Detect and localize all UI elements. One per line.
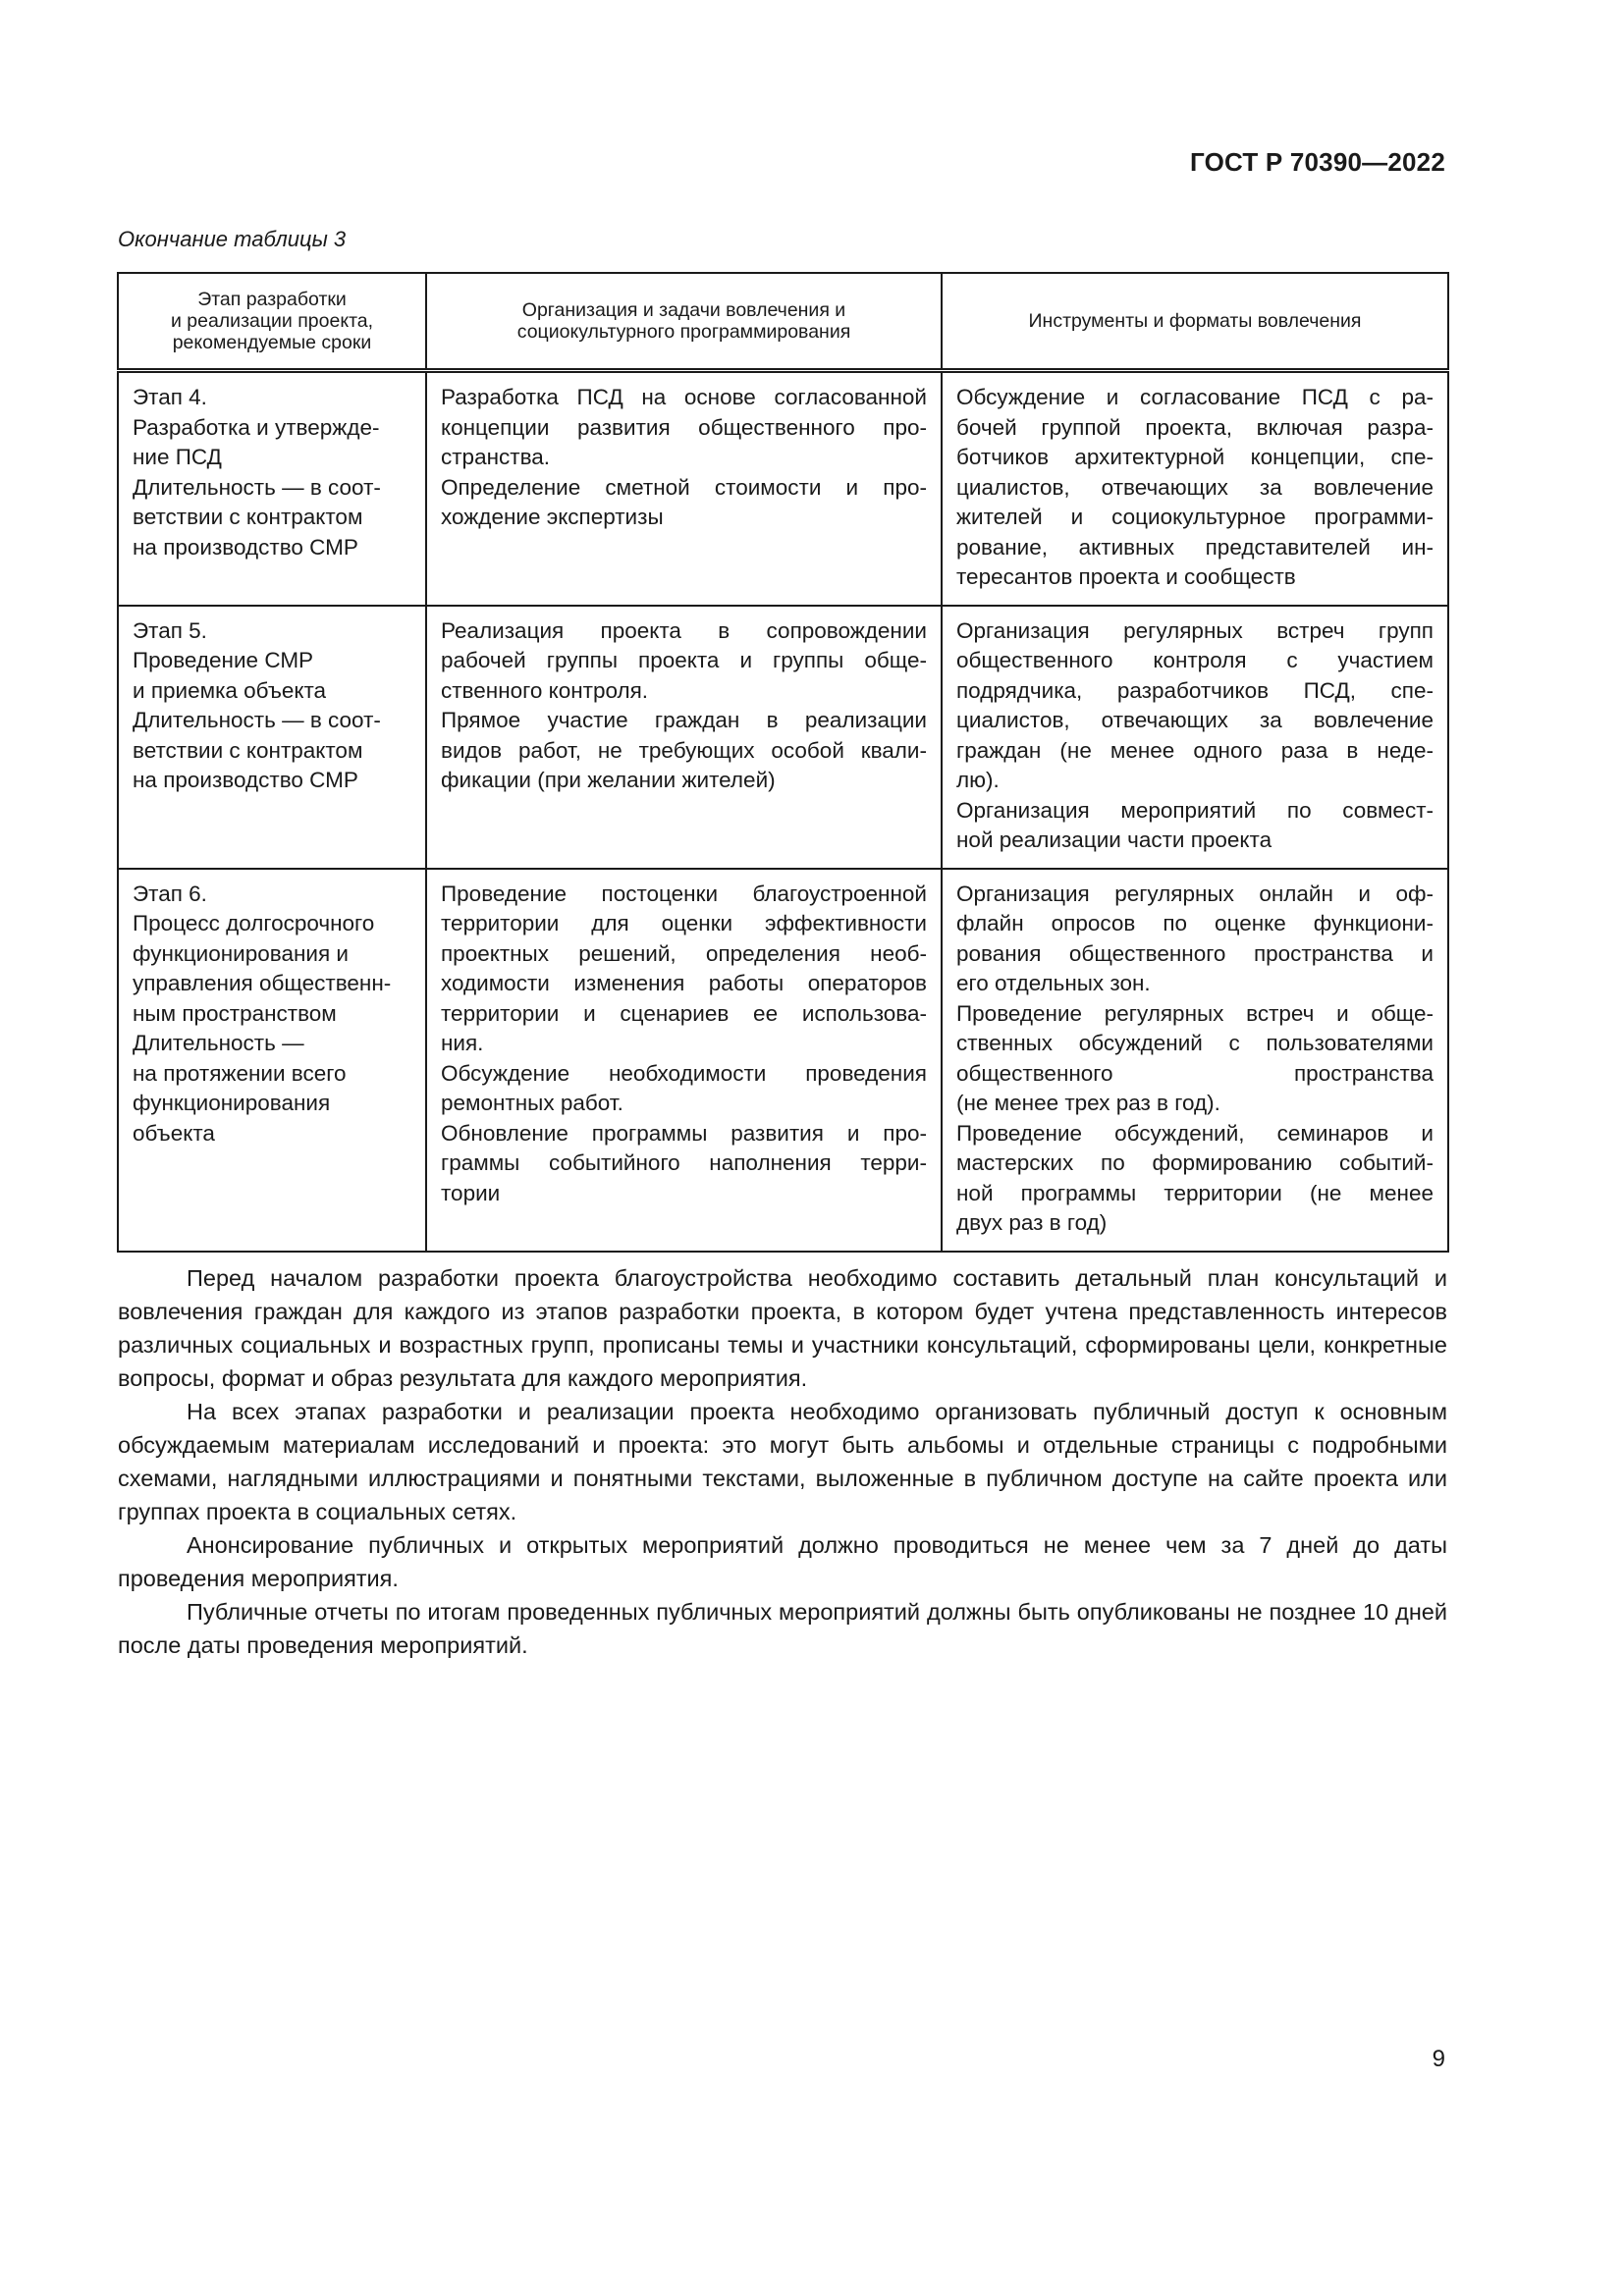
document-code: ГОСТ Р 70390—2022 — [1190, 147, 1445, 177]
cell-line: Процесс долгосрочного — [133, 911, 375, 935]
table-caption: Окончание таблицы 3 — [118, 227, 347, 251]
cell-line: странства. — [441, 445, 551, 469]
cell-line: объекта — [133, 1120, 215, 1146]
header-line: рекомендуемые сроки — [172, 332, 372, 353]
cell-line: Этап 6. — [133, 881, 207, 906]
paragraph: Перед началом разработки проекта благоустройства необходимо составить детальный план консультаций и вовлечения граждан для каждого из этапов разработки проекта, в котором будет учтена представленность интересов различных социальных и возрастных групп, прописаны темы и участники консультаций, сформированы цели, конкретные вопросы, формат и образ результата для каждого мероприятия. — [118, 1265, 1447, 1391]
cell-line: и приемка объекта — [133, 677, 327, 703]
cell-line: Разработка ПСД на основе согласованной — [441, 385, 927, 409]
cell-line: ремонтных работ. — [441, 1091, 623, 1115]
cell-line: общественного контроля с участием — [956, 648, 1434, 672]
cell-line: Реализация проекта в сопровождении — [441, 617, 927, 643]
cell-line: Проведение обсуждений, семинаров и — [956, 1120, 1434, 1146]
cell-line: Организация регулярных онлайн и оф- — [956, 881, 1434, 906]
cell-line: территории и сценариев ее использова- — [441, 1000, 927, 1026]
cell-line: (не менее трех раз в год). — [956, 1091, 1220, 1115]
paragraph: На всех этапах разработки и реализации проекта необходимо организовать публичный доступ к основным обсуждаемым материалам исследований и проекта: это могут быть альбомы и отдельные страницы с подробными схемами, наглядными иллюстрациями и понятными текстами, выложенные в публичном доступе на сайте проекта или группах проекта в социальных сетях. — [118, 1399, 1447, 1524]
cell-line: Длительность — в соот- — [133, 708, 381, 732]
engagement-table — [117, 272, 1449, 1253]
cell-line: Прямое участие граждан в реализации — [441, 708, 927, 732]
header-line: Этап разработки — [197, 289, 347, 310]
cell-line: управления общественн- — [133, 971, 392, 995]
cell-line: концепции развития общественного про- — [441, 414, 927, 440]
cell-line: на производство СМР — [133, 768, 358, 792]
cell-line: Проведение СМР — [133, 648, 314, 672]
table-row — [118, 606, 1448, 869]
cell-line: циалистов, отвечающих за вовлечение — [956, 708, 1434, 732]
cell-line: ходимости изменения работы операторов — [441, 971, 927, 995]
cell-stage — [118, 371, 426, 606]
cell-tasks — [426, 869, 942, 1252]
cell-tasks — [426, 371, 942, 606]
cell-line: двух раз в год) — [956, 1210, 1108, 1235]
cell-line: его отдельных зон. — [956, 971, 1151, 995]
cell-line: Разработка и утвержде- — [133, 414, 380, 440]
cell-line: рование, активных представителей ин- — [956, 534, 1434, 560]
header-tools — [942, 273, 1448, 371]
page-number: 9 — [1432, 2046, 1445, 2072]
cell-line: функционирования и — [133, 940, 349, 966]
cell-line: ботчиков архитектурной концепции, спе- — [956, 445, 1434, 469]
header-line: Организация и задачи вовлечения и — [521, 299, 846, 321]
cell-line: проектных решений, определения необ- — [441, 940, 927, 966]
cell-line: тории — [441, 1180, 501, 1205]
header-tasks — [426, 273, 942, 371]
cell-line: рования общественного пространства и — [956, 940, 1434, 966]
cell-tools — [942, 606, 1448, 869]
cell-line: общественного пространства — [956, 1060, 1434, 1086]
cell-line: жителей и социокультурное программи- — [956, 505, 1434, 529]
cell-line: Определение сметной стоимости и про- — [441, 474, 927, 500]
cell-line: ной реализации части проекта — [956, 828, 1272, 852]
cell-line: Организация мероприятий по совмест- — [956, 797, 1434, 823]
table-body — [118, 371, 1448, 1252]
cell-line: Обсуждение и согласование ПСД с ра- — [956, 385, 1434, 409]
cell-line: функционирования — [133, 1091, 331, 1115]
cell-line: территории для оценки эффективности — [441, 911, 927, 935]
cell-tools — [942, 371, 1448, 606]
cell-line: ственного контроля. — [441, 677, 649, 703]
cell-line: мастерских по формированию событий- — [956, 1150, 1434, 1175]
cell-line: Обсуждение необходимости проведения — [441, 1060, 927, 1086]
cell-line: ственных обсуждений с пользователями — [956, 1031, 1434, 1055]
cell-line: граммы событийного наполнения терри- — [441, 1150, 927, 1175]
cell-line: ной программы территории (не менее — [956, 1180, 1434, 1205]
cell-tools — [942, 869, 1448, 1252]
cell-line: видов работ, не требующих особой квали- — [441, 737, 927, 763]
cell-line: ным пространством — [133, 1000, 337, 1026]
cell-stage — [118, 606, 426, 869]
cell-line: на производство СМР — [133, 534, 358, 560]
header-stage — [118, 273, 426, 371]
cell-line: граждан (не менее одного раза в неде- — [956, 737, 1434, 763]
cell-line: ветствии с контрактом — [133, 737, 363, 763]
cell-line: фикации (при желании жителей) — [441, 768, 776, 792]
cell-line: Проведение постоценки благоустроенной — [441, 881, 927, 906]
cell-line: подрядчика, разработчиков ПСД, спе- — [956, 677, 1434, 703]
cell-line: тересантов проекта и сообществ — [956, 564, 1296, 589]
cell-line: циалистов, отвечающих за вовлечение — [956, 474, 1434, 500]
header-line: социокультурного программирования — [516, 321, 851, 343]
cell-line: флайн опросов по оценке функциони- — [956, 911, 1434, 935]
table-row — [118, 371, 1448, 606]
cell-line: Организация регулярных встреч групп — [956, 617, 1434, 643]
cell-line: Этап 5. — [133, 617, 207, 643]
body-text — [118, 1261, 1447, 1662]
cell-line: Этап 4. — [133, 385, 207, 409]
cell-line: на протяжении всего — [133, 1060, 347, 1086]
table-row — [118, 869, 1448, 1252]
cell-line: Проведение регулярных встреч и обще- — [956, 1000, 1434, 1026]
cell-line: Обновление программы развития и про- — [441, 1120, 927, 1146]
cell-line: хождение экспертизы — [441, 505, 664, 529]
cell-line: лю). — [956, 768, 1000, 792]
cell-line: Длительность — в соот- — [133, 474, 381, 500]
header-line: Инструменты и форматы вовлечения — [1028, 310, 1362, 332]
cell-line: ния. — [441, 1031, 484, 1055]
cell-line: рабочей группы проекта и группы обще- — [441, 648, 927, 672]
cell-tasks — [426, 606, 942, 869]
table-header — [118, 273, 1448, 371]
paragraph: Публичные отчеты по итогам проведенных публичных мероприятий должны быть опубликованы не позднее 10 дней после даты проведения мероприятий. — [118, 1599, 1447, 1658]
cell-line: бочей группой проекта, включая разра- — [956, 414, 1434, 440]
header-line: и реализации проекта, — [170, 310, 374, 332]
cell-stage — [118, 869, 426, 1252]
cell-line: ние ПСД — [133, 445, 222, 469]
cell-line: Длительность — — [133, 1031, 304, 1055]
paragraph: Анонсирование публичных и открытых мероприятий должно проводиться не менее чем за 7 дней до даты проведения мероприятия. — [118, 1532, 1447, 1591]
cell-line: ветствии с контрактом — [133, 505, 363, 529]
